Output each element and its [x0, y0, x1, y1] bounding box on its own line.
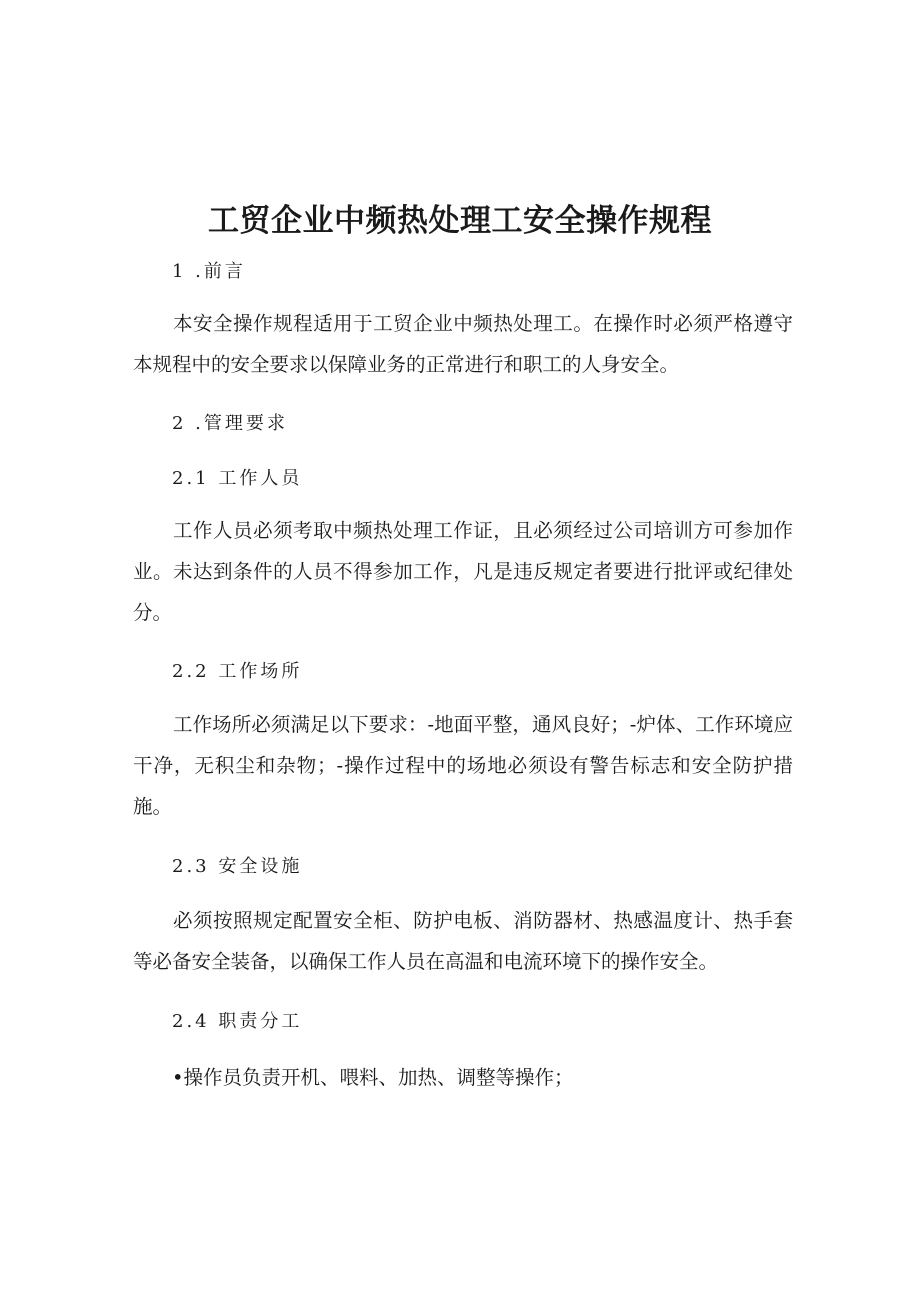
- paragraph-2-2: 工作场所必须满足以下要求：-地面平整，通风良好；-炉体、工作环境应干净，无积尘和杂物；-操作过程中的场地必须设有警告标志和安全防护措施。: [133, 713, 793, 818]
- section-heading-management: 2 .管理要求: [172, 413, 288, 434]
- bullet-item-operator: •操作员负责开机、喂料、加热、调整等操作；: [172, 1066, 574, 1089]
- section-heading-preface: 1 .前言: [172, 261, 246, 282]
- paragraph-2-1: 工作人员必须考取中频热处理工作证，且必须经过公司培训方可参加作业。未达到条件的人员不得参加工作，凡是违反规定者要进行批评或纪律处分。: [133, 519, 793, 624]
- section-heading-2-1: 2.1 工作人员: [172, 468, 303, 489]
- section-heading-2-3: 2.3 安全设施: [172, 856, 303, 877]
- section-heading-2-4: 2.4 职责分工: [172, 1011, 303, 1032]
- paragraph-preface: 本安全操作规程适用于工贸企业中频热处理工。在操作时必须严格遵守本规程中的安全要求以保障业务的正常进行和职工的人身安全。: [133, 312, 793, 376]
- document-title: 工贸企业中频热处理工安全操作规程: [208, 203, 712, 239]
- paragraph-2-3: 必须按照规定配置安全柜、防护电板、消防器材、热感温度计、热手套等必备安全装备，以确保工作人员在高温和电流环境下的操作安全。: [133, 909, 793, 973]
- section-heading-2-2: 2.2 工作场所: [172, 661, 303, 682]
